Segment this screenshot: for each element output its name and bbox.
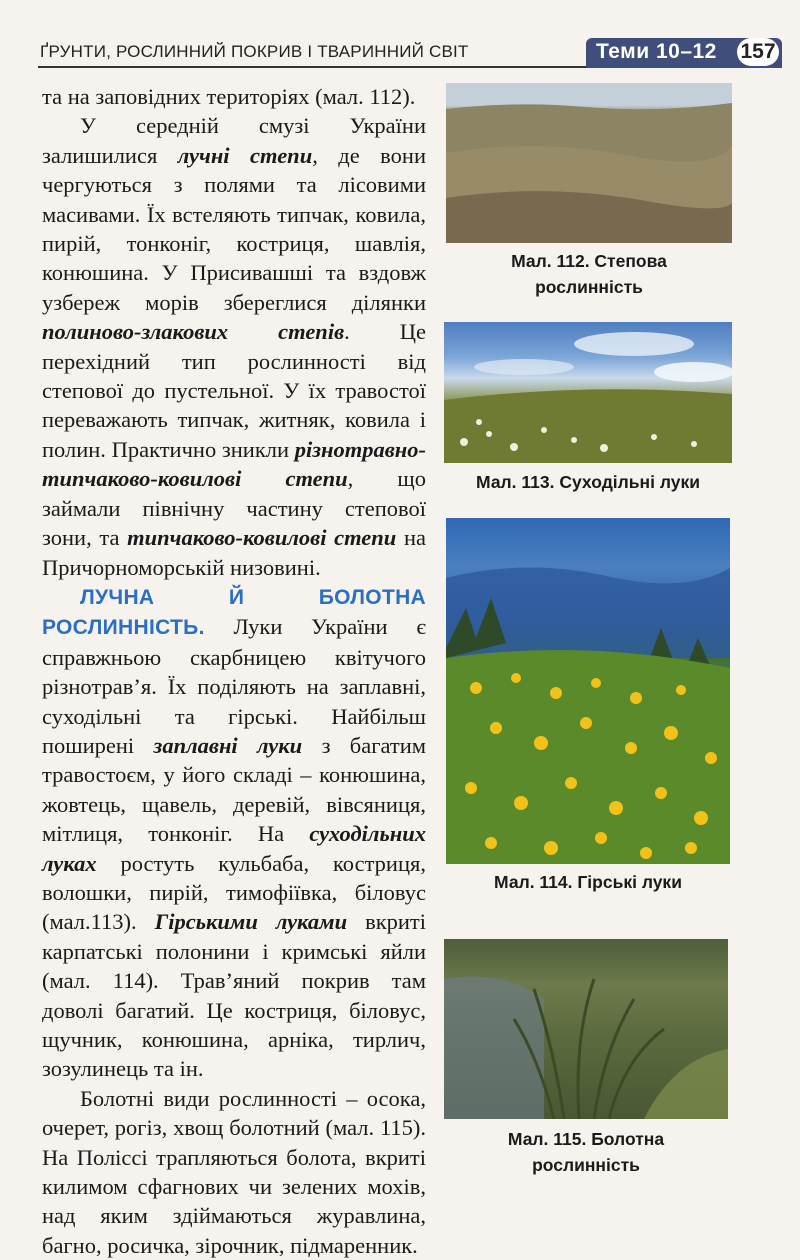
main-text: [42, 82, 426, 1260]
chapter-title: ҐРУНТИ, РОСЛИННИЙ ПОКРИВ І ТВАРИННИЙ СВІТ: [40, 42, 469, 61]
figure-caption-115: [444, 1126, 728, 1178]
text-run: , що займали північну частину степової зони, та: [42, 466, 426, 551]
term: Гірськими луками: [154, 909, 348, 935]
steppe-photo: [446, 83, 732, 243]
text-run: та на заповідних територіях (мал. 112).: [42, 84, 416, 109]
text-run: на Причорноморській низовині.: [42, 525, 426, 580]
mountain-meadow-photo: [446, 518, 730, 864]
topic-label: Теми 10–12: [596, 40, 717, 63]
text-run: Болотні види рослинності – осока, очерет, рогіз, хвощ болотний (мал. 115). На Поліссі трапляються болота, вкриті килимом сфагнових чи зелених мохів, над яким здіймаються журавлина, багно, росичка, зірочник, підмаренник.: [42, 1085, 426, 1258]
term: типчаково-ковилові степи: [127, 525, 397, 551]
term: лучні степи: [177, 142, 313, 168]
figure-caption-113: [444, 469, 732, 495]
term: різнотравно-типчаково-ковилові степи: [42, 436, 426, 492]
figure-caption-114: [446, 869, 730, 895]
section-heading: ЛУЧНА Й БОЛОТНА РОСЛИННІСТЬ.: [42, 585, 426, 640]
dry-meadow-photo: [444, 322, 732, 463]
caption-line: Мал. 112. Степова: [511, 251, 667, 271]
text-run: , де вони чергуються з полями та лісовими масивами. Їх встеляють типчак, ковила, пирій, тонконіг, костриця, шавлія, конюшина. У Присивашші та вздовж узбереж морів збереглися ділянки: [42, 142, 426, 315]
text-run: ростуть кульбаба, костриця, волошки, пирій, тимофіївка, біловус (мал.113).: [42, 850, 426, 935]
caption-line: рослинність: [535, 277, 643, 297]
caption-line: рослинність: [532, 1155, 640, 1175]
header-divider: [38, 66, 586, 68]
text-run: Луки України є справжньою скарбницею квітучого різнотрав’я. Їх поділяють на заплавні, суходільні та гірські. Найбільш поширені: [42, 614, 426, 758]
term: суходільних луках: [42, 821, 426, 876]
text-run: з багатим травостоєм, у його складі – конюшина, жовтець, щавель, деревій, вівсяниця, мітлиця, тонконіг. На: [42, 732, 426, 847]
swamp-photo: [444, 939, 728, 1119]
paragraph: [42, 111, 426, 582]
page-header: [0, 0, 800, 72]
term: заплавні луки: [153, 732, 303, 758]
text-run: У середній смузі України залишилися: [42, 113, 426, 168]
page-number: 157: [737, 38, 779, 66]
paragraph: [42, 1084, 426, 1260]
term: полиново-злакових степів: [42, 319, 345, 345]
figure-caption-112: [446, 248, 732, 300]
caption-line: Мал. 115. Болотна: [507, 1129, 665, 1149]
paragraph: [42, 82, 426, 111]
caption-line: Мал. 114. Гірські луки: [494, 872, 682, 892]
text-run: вкриті карпатські полонини і кримські яйли (мал. 114). Трав’яний покрив там доволі багатий. Це костриця, біловус, щучник, конюшина, арніка, тирлич, зозулинець та ін.: [42, 909, 427, 1082]
caption-line: Мал. 113. Суходільні луки: [476, 472, 700, 492]
paragraph: [42, 582, 426, 1084]
text-run: . Це перехідний тип рослинності від степової до пустельної. У їх травостої переважають типчак, житняк, ковила і полин. Практично зникли: [42, 319, 426, 462]
